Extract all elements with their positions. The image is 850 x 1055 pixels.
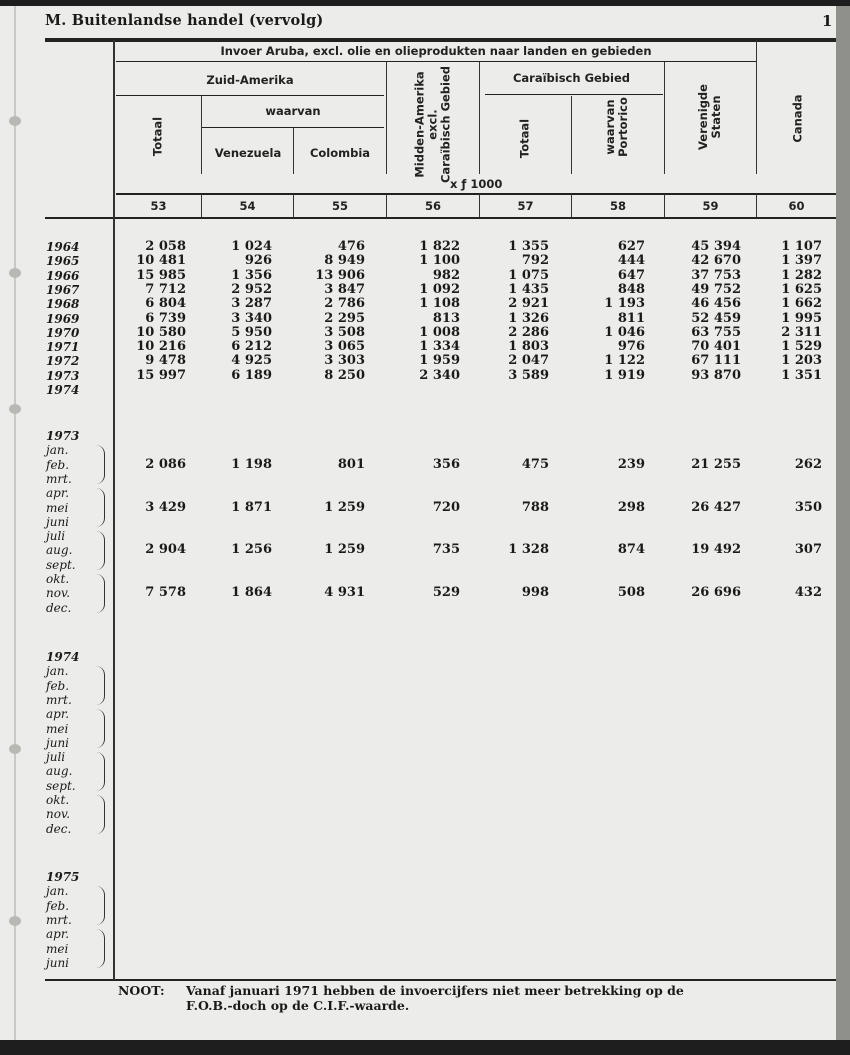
table-cell: 37 753 [691, 267, 741, 283]
page-edge [836, 6, 850, 1040]
row-month: feb. [46, 457, 70, 472]
group-header-waarvan: waarvan [265, 104, 321, 118]
table-cell: 6 804 [145, 296, 186, 312]
table-cell: 1 193 [604, 296, 645, 312]
table-cell: 10 216 [136, 339, 186, 355]
header-line: Staten [709, 95, 723, 139]
column-number: 60 [788, 199, 805, 213]
table-cell: 1 100 [419, 253, 460, 269]
table-cell: 7 578 [145, 585, 186, 601]
row-month: jan. [46, 884, 69, 899]
row-month: mei [46, 721, 69, 736]
row-month: dec. [46, 821, 72, 836]
table-cell: 813 [432, 310, 460, 326]
table-cell: 262 [794, 456, 822, 472]
table-cell: 26 696 [691, 585, 741, 601]
header-line: waarvan [603, 99, 617, 155]
table-cell: 239 [617, 456, 645, 472]
top-rule [45, 38, 836, 42]
row-month: okt. [46, 793, 70, 807]
row-period: 1964 [46, 240, 80, 254]
table-cell: 93 870 [691, 367, 741, 383]
row-month: mrt. [46, 692, 72, 707]
table-cell: 1 351 [781, 367, 822, 383]
column-number: 55 [331, 199, 348, 213]
quarter-brace [96, 752, 105, 791]
row-month: feb. [46, 898, 70, 913]
table-cell: 1 326 [508, 310, 549, 326]
row-month: apr. [46, 927, 70, 942]
table-cell: 1 871 [231, 499, 272, 515]
row-month: juli [46, 529, 66, 544]
row-period: 1968 [46, 297, 80, 312]
table-cell: 8 250 [324, 367, 365, 383]
table-cell: 1 397 [781, 253, 822, 269]
table-cell: 3 847 [324, 281, 365, 297]
quarter-brace [96, 795, 105, 834]
table-cell: 1 108 [419, 296, 460, 312]
page-binding-line [14, 6, 16, 1040]
binding-hole [9, 116, 21, 126]
table-cell: 46 456 [691, 296, 741, 312]
table-super-header: Invoer Aruba, excl. olie en olieprodukten naar landen en gebieden [220, 44, 652, 58]
table-cell: 3 429 [145, 499, 186, 515]
row-month: sept. [46, 557, 76, 572]
table-cell: 2 904 [145, 542, 186, 558]
rule [664, 62, 665, 174]
table-cell: 10 481 [136, 253, 186, 269]
table-cell: 42 670 [691, 253, 741, 269]
table-cell: 15 997 [136, 367, 186, 383]
header-line: Portorico [616, 97, 630, 157]
table-cell: 1 024 [231, 239, 272, 254]
table-cell: 2 311 [781, 324, 822, 340]
header-line: excl. [425, 109, 440, 140]
table-cell: 307 [794, 542, 822, 558]
binding-hole [9, 916, 21, 926]
stub-divider [113, 40, 115, 980]
footnote-line-1: Vanaf januari 1971 hebben de invoercijfers niet meer betrekking op de [186, 983, 684, 998]
row-period: 1967 [46, 282, 80, 297]
table-cell: 26 427 [691, 499, 741, 515]
row-month: apr. [46, 707, 70, 722]
table-cell: 1 822 [419, 239, 460, 254]
row-month: feb. [46, 678, 70, 693]
table-cell: 350 [794, 499, 822, 515]
footnote [118, 983, 684, 1013]
table-cell: 3 589 [508, 367, 549, 383]
quarter-brace [96, 531, 105, 570]
table-cell: 356 [432, 456, 460, 472]
rule [485, 94, 663, 95]
table-cell: 2 286 [508, 324, 549, 340]
row-month: jan. [46, 443, 69, 458]
table-cell: 7 712 [145, 281, 186, 297]
row-month: aug. [46, 764, 73, 779]
table-cell: 2 058 [145, 239, 186, 254]
table-cell: 976 [617, 339, 645, 355]
row-month: okt. [46, 572, 70, 586]
footnote-line-2: F.O.B.-doch op de C.I.F.-waarde. [186, 998, 410, 1013]
table-cell: 49 752 [691, 281, 741, 297]
table-cell: 432 [794, 585, 822, 601]
table-cell: 801 [337, 456, 365, 472]
row-month: mei [46, 500, 69, 515]
quarter-brace [96, 709, 105, 748]
column-number: 53 [150, 199, 167, 213]
table-cell: 2 086 [145, 456, 186, 472]
table-cell: 21 255 [691, 456, 741, 472]
table-cell: 2 047 [508, 353, 549, 369]
table-cell: 1 435 [508, 281, 549, 297]
column-number: 59 [702, 199, 719, 213]
table-cell: 1 259 [324, 499, 365, 515]
table-cell: 1 256 [231, 542, 272, 558]
table-cell: 1 092 [419, 281, 460, 297]
table-cell: 1 334 [419, 339, 460, 355]
table-cell: 6 189 [231, 367, 272, 383]
table-cell: 67 111 [691, 353, 741, 369]
table-cell: 63 755 [691, 324, 741, 340]
row-month: jan. [46, 664, 69, 679]
row-month: sept. [46, 778, 76, 793]
row-month: mei [46, 941, 69, 956]
column-header-colombia: Colombia [309, 146, 371, 160]
row-month: mrt. [46, 912, 72, 927]
table-cell: 2 295 [324, 310, 365, 326]
row-period: 1972 [46, 354, 80, 369]
table-cell: 70 401 [691, 339, 741, 355]
table-cell: 1 328 [508, 542, 549, 558]
header-line: Verenigde [696, 84, 710, 150]
table-cell: 1 198 [231, 456, 272, 472]
table-cell: 1 259 [324, 542, 365, 558]
table-cell: 1 008 [419, 324, 460, 340]
table-cell: 792 [521, 253, 549, 269]
row-period: 1965 [46, 254, 80, 269]
row-month: juni [46, 735, 70, 750]
table-cell: 627 [617, 239, 645, 254]
table-cell: 444 [617, 253, 645, 269]
row-period: 1970 [46, 325, 80, 340]
table-cell: 476 [337, 239, 365, 254]
row-period: 1974 [46, 383, 80, 397]
table-cell: 3 340 [231, 310, 272, 326]
table-cell: 2 921 [508, 296, 549, 312]
table-cell: 475 [521, 456, 549, 472]
row-month: juni [46, 514, 70, 529]
table-cell: 1 959 [419, 353, 460, 369]
table-cell: 19 492 [691, 542, 741, 558]
table-cell: 3 065 [324, 339, 365, 355]
column-number: 54 [239, 199, 256, 213]
row-month: nov. [46, 586, 71, 601]
table-cell: 1 662 [781, 296, 822, 312]
table-cell: 10 580 [136, 324, 186, 340]
table-cell: 982 [432, 267, 460, 283]
binding-hole [9, 404, 21, 414]
table-cell: 1 803 [508, 339, 549, 355]
table-cell: 874 [617, 542, 645, 558]
column-header-midden-amerika [414, 65, 453, 185]
table-cell: 6 212 [231, 339, 272, 355]
table-cell: 508 [617, 585, 645, 601]
table-cell: 298 [617, 499, 645, 515]
rule [116, 61, 756, 62]
footnote-label: NOOT: [118, 983, 165, 998]
table-cell: 6 739 [145, 310, 186, 326]
header-line: Caraïbisch Gebied [438, 65, 453, 184]
group-header-caraibisch: Caraïbisch Gebied [512, 71, 631, 85]
group-header-zuid-amerika: Zuid-Amerika [206, 73, 294, 87]
bottom-rule [45, 979, 836, 981]
binding-hole [9, 744, 21, 754]
table-cell: 720 [432, 499, 460, 515]
row-month: mrt. [46, 471, 72, 486]
table-cell: 3 508 [324, 324, 365, 340]
table-cell: 13 906 [315, 267, 365, 283]
table-cell: 1 625 [781, 281, 822, 297]
table-cell: 5 950 [231, 324, 272, 340]
row-period: 1969 [46, 311, 80, 326]
table-cell: 2 786 [324, 296, 365, 312]
column-header-verenigde-staten [697, 77, 723, 157]
page-title: M. Buitenlandse handel (vervolg) [45, 12, 324, 29]
column-number: 57 [517, 199, 534, 213]
block-year: 1974 [46, 650, 80, 664]
table-cell: 2 340 [419, 367, 460, 383]
table-cell: 1 356 [231, 267, 272, 283]
quarter-brace [96, 574, 105, 613]
table-cell: 15 985 [136, 267, 186, 283]
column-header-totaal-caraibisch: Totaal [517, 118, 532, 159]
row-month: aug. [46, 543, 73, 558]
table-cell: 998 [521, 585, 549, 601]
row-period: 1973 [46, 368, 80, 383]
column-header-canada: Canada [790, 94, 805, 143]
table-cell: 4 931 [324, 585, 365, 601]
column-header-portorico [604, 87, 630, 167]
table-cell: 3 287 [231, 296, 272, 312]
rule [386, 62, 387, 174]
row-month: dec. [46, 600, 72, 615]
rule [45, 217, 836, 219]
row-month: juli [46, 750, 66, 765]
row-month: nov. [46, 807, 71, 822]
quarter-brace [96, 886, 105, 925]
table-cell: 2 952 [231, 281, 272, 297]
rule [116, 193, 836, 195]
table-cell: 52 459 [691, 310, 741, 326]
table-cell: 1 282 [781, 267, 822, 283]
table-cell: 811 [617, 310, 645, 326]
header-line: Midden-Amerika [412, 71, 427, 178]
table-cell: 4 925 [231, 353, 272, 369]
table-cell: 9 478 [145, 353, 186, 369]
table-cell: 848 [617, 281, 645, 297]
column-number: 58 [609, 199, 626, 213]
quarter-brace [96, 488, 105, 527]
table-cell: 788 [521, 499, 549, 515]
quarter-brace [96, 666, 105, 705]
page-number: 1 [822, 12, 833, 30]
table-cell: 3 303 [324, 353, 365, 369]
row-period: 1966 [46, 268, 80, 283]
block-year: 1973 [46, 429, 80, 443]
column-number: 56 [424, 199, 441, 213]
row-month: apr. [46, 486, 70, 501]
unit-label: x ƒ 1000 [450, 177, 503, 191]
table-cell: 1 107 [781, 239, 822, 254]
binding-hole [9, 268, 21, 278]
table-cell: 1 864 [231, 585, 272, 601]
table-cell: 45 394 [691, 239, 741, 254]
table-cell: 1 995 [781, 310, 822, 326]
table-cell: 1 075 [508, 267, 549, 283]
table-cell: 529 [432, 585, 460, 601]
table-cell: 1 529 [781, 339, 822, 355]
row-period: 1971 [46, 340, 80, 355]
table-cell: 647 [617, 267, 645, 283]
table-cell: 1 122 [604, 353, 645, 369]
table-cell: 1 203 [781, 353, 822, 369]
quarter-brace [96, 445, 105, 484]
rule [756, 40, 757, 174]
column-header-totaal-zuid-amerika: Totaal [150, 116, 165, 157]
table-cell: 926 [244, 253, 272, 269]
rule [571, 96, 572, 174]
block-year: 1975 [46, 870, 80, 884]
table-cell: 1 355 [508, 239, 549, 254]
column-header-venezuela: Venezuela [214, 146, 282, 160]
row-month: juni [46, 955, 70, 970]
table-cell: 1 046 [604, 324, 645, 340]
table-cell: 8 949 [324, 253, 365, 269]
table-cell: 735 [432, 542, 460, 558]
quarter-brace [96, 929, 105, 968]
table-cell: 1 919 [604, 367, 645, 383]
